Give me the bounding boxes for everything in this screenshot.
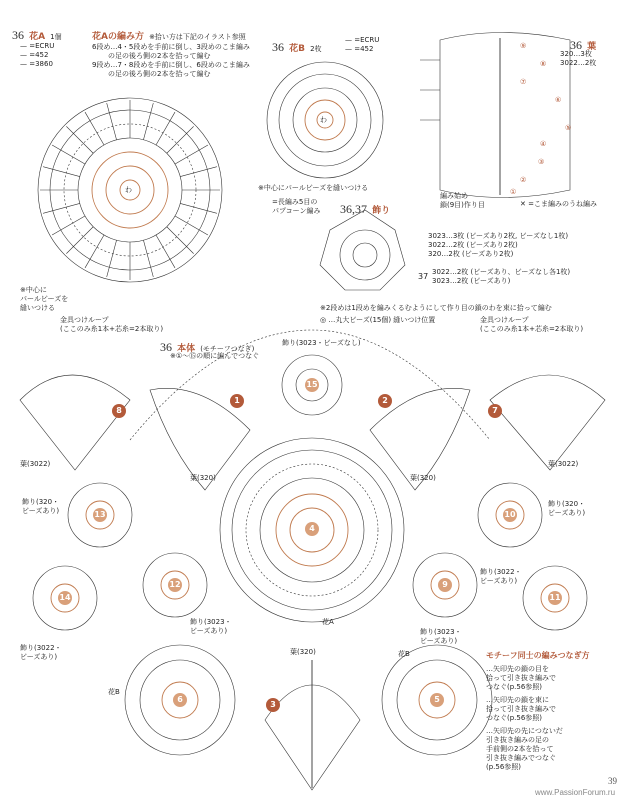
motif-3-marker: 3 [266, 698, 280, 712]
label-leaf-3022-right: 葉(3022) [548, 460, 579, 468]
join-item-3: …矢印先の先につないだ 引き抜き編みの足の 手前側の2本を拾って 引き抜き編みでつなぐ (p.56参照) [486, 727, 563, 771]
motif-9-marker: 9 [438, 578, 452, 592]
deco-number: 36,37 [340, 202, 367, 216]
stitch-ray [43, 203, 80, 213]
label-flower-b-left: 花B [108, 688, 120, 696]
label-deco-3023-left: 飾り(3023・ ビーズあり) [190, 618, 232, 635]
leaf-number: 36 [570, 38, 582, 52]
deco-36-item-3: 320…2枚 (ビーズあり2枚) [428, 250, 514, 258]
legend-3860: =3860 [29, 60, 53, 68]
leaf-note-text: =こま編みのうね編み [528, 200, 597, 208]
label-deco-3022-right: 飾り(3022・ ビーズあり) [480, 568, 522, 585]
leaf-row-4: ④ [540, 140, 547, 148]
label-leaf-320-bottom: 葉(320) [290, 648, 316, 656]
label-flower-a: 花A [322, 618, 334, 626]
stitch-ray [167, 126, 194, 153]
stitch-ray [66, 126, 93, 153]
label-deco-320-left: 飾り(320・ ビーズあり) [22, 498, 60, 515]
motif-13-marker: 13 [93, 508, 107, 522]
join-item-1: …矢印先の鎖の目を 拾って引き抜き編みで つなぐ(p.56参照) [486, 665, 556, 691]
flower-a-legend: — =ECRU — =452 — =3860 [20, 42, 55, 68]
label-leaf-3022-left: 葉(3022) [20, 460, 51, 468]
flower-a-note: ※中心に パールビーズを 縫いつける [20, 286, 69, 312]
howto-line-1: 6段め…4・5段めを手前に倒し、3段めのこま編み [92, 43, 250, 51]
leaf-chart [420, 33, 570, 198]
label-flower-b-right: 花B [398, 650, 410, 658]
join-block [486, 650, 626, 772]
flower-b-number: 36 [272, 40, 284, 54]
stitch-ray [143, 103, 153, 140]
motif-14-marker: 14 [58, 591, 72, 605]
deco-36-item-1: 3023…3枚 (ビーズあり2枚, ビーズなし1枚) [428, 232, 569, 240]
deco-37-number: 37 [418, 272, 429, 281]
leaf-count-320: 320…3枚 [560, 50, 592, 58]
main-loop-left: 金具つけループ (ここのみ糸1本+芯糸=2本取り) [60, 316, 164, 333]
deco-note-1: ※2段めは1段めを編みくるむようにして作り目の鎖のわを束に拾って編む [320, 304, 552, 312]
howto-title: 花Aの編み方 [92, 32, 144, 42]
howto-line-2: の足の後ろ側の2本を拾って編む [108, 52, 211, 60]
stitch-ray [143, 240, 153, 277]
flower-b-count: 2枚 [310, 45, 322, 53]
deco-header [340, 198, 390, 217]
deco-list-36 [428, 232, 568, 259]
motif-2-marker: 2 [378, 394, 392, 408]
leaf-row-5: ⑤ [565, 124, 572, 132]
legend-452: =452 [29, 51, 49, 59]
stitch-ray [175, 145, 208, 164]
leaf-row-8: ⑧ [540, 60, 547, 68]
motif-15-marker: 15 [305, 378, 319, 392]
stitch-ray [107, 103, 117, 140]
leaf-row-2: ② [520, 176, 527, 184]
main-order: ※①〜⑮の順に編んでつなぐ [170, 352, 260, 360]
join-title: モチーフ同士の編みつなぎ方 [486, 651, 590, 660]
leaf-8-shape [20, 375, 130, 470]
motif-6-marker: 6 [173, 693, 187, 707]
watermark: www.PassionForum.ru [535, 788, 616, 797]
label-deco-3022-left: 飾り(3022・ ビーズあり) [20, 644, 62, 661]
legend-b-ecru: =ECRU [354, 36, 380, 44]
page-number: 39 [608, 776, 617, 786]
leaf-row-6: ⑥ [555, 96, 562, 104]
main-loop-right: 金具つけループ (ここのみ糸1本+芯糸=2本取り) [480, 316, 584, 333]
flower-b-note: ※中心にパールビーズを縫いつける [258, 184, 369, 192]
deco-note-2: ◎ …丸大ビーズ(15個) 縫いつけ位置 [320, 316, 436, 324]
leaf-row-9: ⑨ [520, 42, 527, 50]
flower-b-picot: =長編み5目の パプコーン編み [272, 198, 321, 215]
flower-a-title: 花A [29, 32, 46, 42]
deco-list-37 [432, 268, 570, 286]
flower-b-legend: — =ECRU — =452 [345, 36, 380, 53]
motif-1-marker: 1 [230, 394, 244, 408]
legend-b-452: =452 [354, 45, 374, 53]
stitch-ray [180, 203, 217, 213]
leaf-start: 編み始め 鎖(9目)作り目 [440, 192, 485, 209]
motif-7-marker: 7 [488, 404, 502, 418]
deco-title: 飾り [372, 206, 391, 216]
howto-block [92, 24, 250, 79]
motif-5-marker: 5 [430, 693, 444, 707]
howto-line-4: の足の後ろ側の2本を拾って編む [108, 70, 211, 78]
flower-b-title: 花B [289, 44, 305, 54]
motif-4-marker: 4 [305, 522, 319, 536]
motif-8-marker: 8 [112, 404, 126, 418]
leaf-7-shape [490, 375, 605, 470]
legend-ecru: =ECRU [29, 42, 55, 50]
flower-a-header [12, 24, 62, 43]
label-deco-3023-right: 飾り(3023・ ビーズあり) [420, 628, 462, 645]
leaf-row-7: ⑦ [520, 78, 527, 86]
deco-chart [320, 210, 405, 290]
leaf-note: ✕ =こま編みのうね編み [520, 200, 597, 208]
stitch-ray [85, 235, 104, 268]
motif-12-marker: 12 [168, 578, 182, 592]
main-title: 本体 [177, 344, 196, 354]
leaf-row-1: ① [510, 188, 517, 196]
stitch-ray [180, 167, 217, 177]
label-leaf-320-right: 葉(320) [410, 474, 436, 482]
deco-37-item-1: 3022…2枚 (ビーズあり、ビーズなし各1枚) [432, 268, 571, 276]
stitch-ray [52, 145, 85, 164]
label-leaf-320-left: 葉(320) [190, 474, 216, 482]
main-subtitle: (モチーフつなぎ) [200, 345, 255, 353]
stitch-ray [175, 216, 208, 235]
leaf-row-3: ③ [538, 158, 545, 166]
flower-b-header [272, 36, 322, 55]
flower-a-number: 36 [12, 28, 24, 42]
join-item-2: …矢印先の鎖を束に 拾って引き抜き編みで つなぐ(p.56参照) [486, 696, 556, 722]
leaf-count-3022: 3022…2枚 [560, 59, 597, 67]
deco-37-item-2: 3023…2枚 (ビーズあり) [432, 277, 511, 285]
howto-ref: ※拾い方は下記のイラスト参照 [149, 33, 246, 41]
motif-11-marker: 11 [548, 591, 562, 605]
deco-36-item-2: 3022…2枚 (ビーズあり2枚) [428, 241, 518, 249]
leaf-counts [560, 50, 596, 68]
flower-a-center: わ [125, 186, 132, 194]
label-deco-320-right: 飾り(320・ ビーズあり) [548, 500, 586, 517]
deco-note-2-text: …丸大ビーズ(15個) 縫いつけ位置 [328, 316, 436, 324]
stitch-ray [107, 240, 117, 277]
stitch-ray [156, 112, 175, 145]
flower-a-count: 1個 [50, 33, 62, 41]
stitch-ray [52, 216, 85, 235]
main-number: 36 [160, 340, 172, 354]
motif-10-marker: 10 [503, 508, 517, 522]
leaf-title: 葉 [587, 42, 597, 52]
flower-b-center: わ [320, 116, 327, 124]
howto-line-3: 9段め…7・8段めを手前に倒し、6段めのこま編み [92, 61, 250, 69]
stitch-ray [66, 227, 93, 254]
stitch-ray [156, 235, 175, 268]
stitch-ray [85, 112, 104, 145]
stitch-ray [167, 227, 194, 254]
label-deco-top: 飾り(3023・ビーズなし) [282, 339, 361, 347]
stitch-ray [43, 167, 80, 177]
